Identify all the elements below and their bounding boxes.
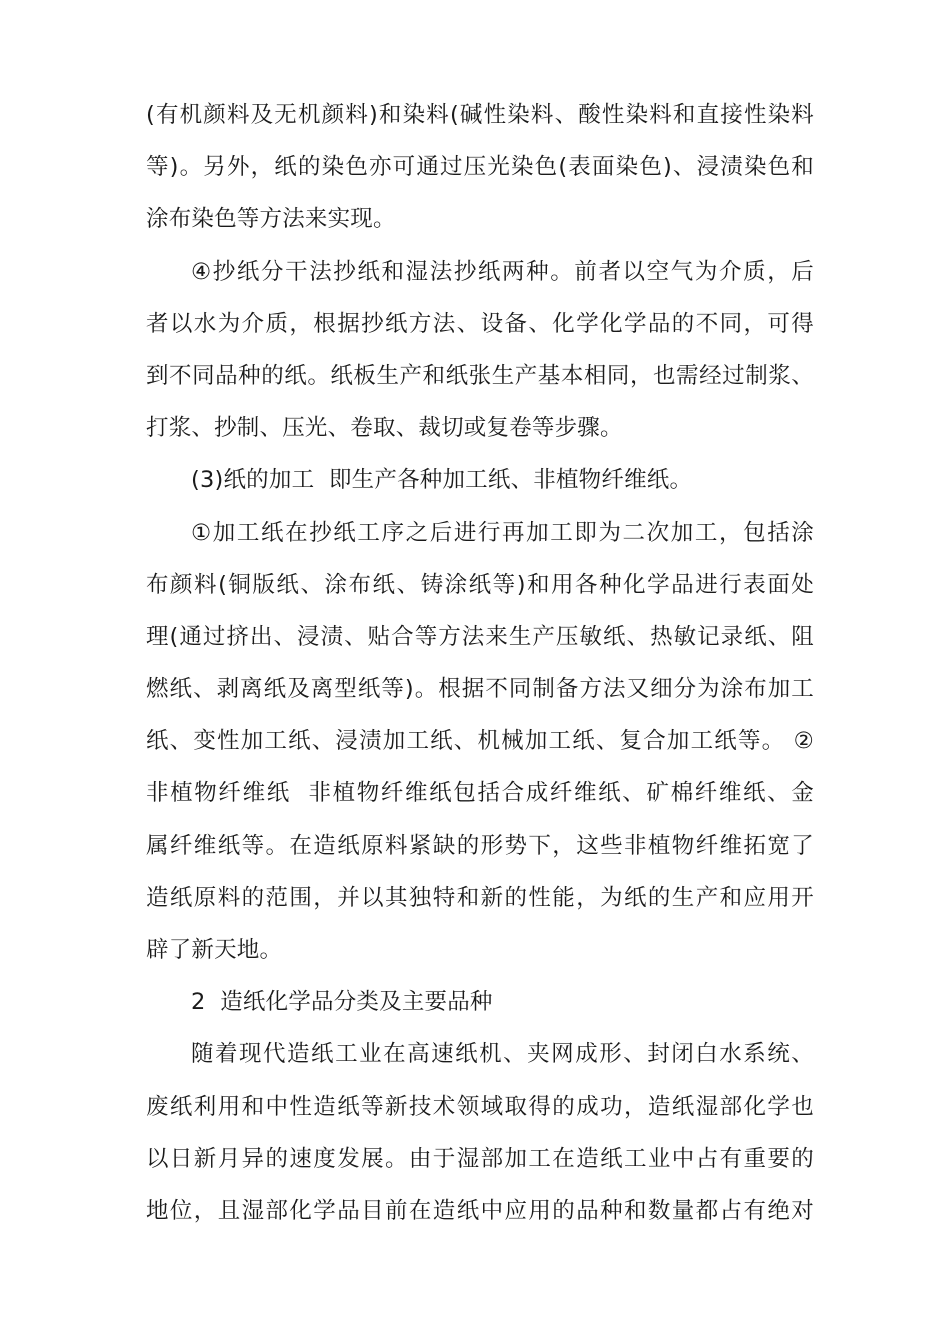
text-line-14: 非植物纤维纸 非植物纤维纸包括合成纤维纸、矿棉纤维纸、金 (146, 780, 814, 807)
text-line-15: 属纤维纸等。在造纸原料紧缺的形势下，这些非植物纤维拓宽了 (146, 832, 814, 859)
text-line-13: 纸、变性加工纸、浸渍加工纸、机械加工纸、复合加工纸等。 ② (146, 728, 814, 755)
text-line-2: 等)。另外，纸的染色亦可通过压光染色(表面染色)、浸渍染色和 (146, 154, 814, 181)
text-line-17: 辟了新天地。 (146, 937, 283, 963)
text-line-19: 随着现代造纸工业在高速纸机、夹网成形、封闭白水系统、 (191, 1041, 814, 1068)
text-line-21: 以日新月异的速度发展。由于湿部加工在造纸工业中占有重要的 (146, 1145, 814, 1172)
text-line-20: 废纸利用和中性造纸等新技术领域取得的成功，造纸湿部化学也 (146, 1093, 814, 1120)
text-line-22: 地位，且湿部化学品目前在造纸中应用的品种和数量都占有绝对 (146, 1197, 814, 1224)
text-line-10: 布颜料(铜版纸、涂布纸、铸涂纸等)和用各种化学品进行表面处 (146, 571, 814, 598)
text-line-11: 理(通过挤出、浸渍、贴合等方法来生产压敏纸、热敏记录纸、阻 (146, 623, 814, 650)
text-line-5: 者以水为介质，根据抄纸方法、设备、化学化学品的不同，可得 (146, 310, 814, 337)
text-line-1: (有机颜料及无机颜料)和染料(碱性染料、酸性染料和直接性染料 (146, 102, 814, 128)
text-line-12: 燃纸、剥离纸及离型纸等)。根据不同制备方法又细分为涂布加工 (146, 676, 814, 703)
section-heading-2: 2 造纸化学品分类及主要品种 (191, 989, 493, 1016)
text-line-7: 打浆、抄制、压光、卷取、裁切或复卷等步骤。 (146, 415, 623, 442)
text-line-4: ④抄纸分干法抄纸和湿法抄纸两种。前者以空气为介质，后 (191, 258, 814, 285)
section-heading-3: (3)纸的加工 即生产各种加工纸、非植物纤维纸。 (191, 467, 693, 494)
document-body (146, 89, 814, 1237)
text-line-16: 造纸原料的范围，并以其独特和新的性能，为纸的生产和应用开 (146, 884, 814, 911)
text-line-3: 涂布染色等方法来实现。 (146, 206, 396, 233)
text-line-9: ①加工纸在抄纸工序之后进行再加工即为二次加工，包括涂 (191, 519, 814, 546)
text-line-6: 到不同品种的纸。纸板生产和纸张生产基本相同，也需经过制浆、 (146, 362, 814, 389)
